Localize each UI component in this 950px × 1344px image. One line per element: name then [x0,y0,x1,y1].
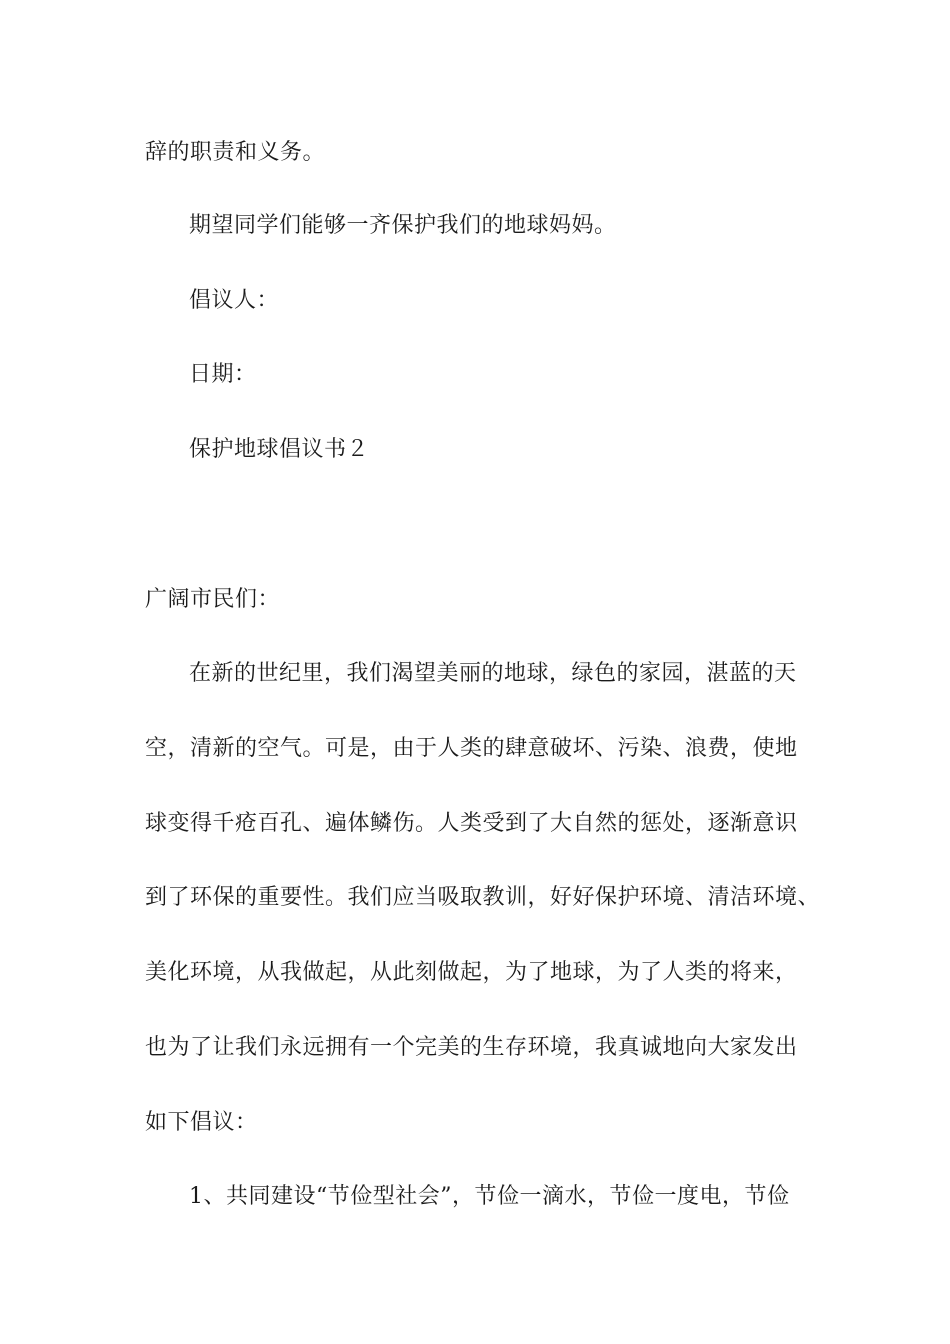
date-label: 日期： [189,362,257,387]
body-line: 美化环境，从我做起，从此刻做起，为了地球，为了人类的将来， [145,960,798,985]
body-line: 球变得千疮百孔、遍体鳞伤。人类受到了大自然的惩处，逐渐意识 [145,811,798,836]
body-line: 如下倡议： [145,1110,258,1135]
body-line: 到了环保的重要性。我们应当吸取教训，好好保护环境、清洁环境、 [145,885,821,910]
list-item: 1、共同建设“节俭型社会”，节俭一滴水，节俭一度电，节俭 [189,1184,790,1209]
paragraph-continuation: 辞的职责和义务。 [145,140,326,165]
section-title: 保护地球倡议书２ [189,437,370,462]
body-line: 也为了让我们永远拥有一个完美的生存环境，我真诚地向大家发出 [145,1035,798,1060]
body-line: 空，清新的空气。可是，由于人类的肆意破坏、污染、浪费，使地 [145,736,798,761]
closing-wish: 期望同学们能够一齐保护我们的地球妈妈。 [189,213,617,238]
proposer-label: 倡议人： [189,288,280,313]
body-line: 在新的世纪里，我们渴望美丽的地球，绿色的家园，湛蓝的天 [189,661,797,686]
salutation: 广阔市民们： [145,587,281,612]
